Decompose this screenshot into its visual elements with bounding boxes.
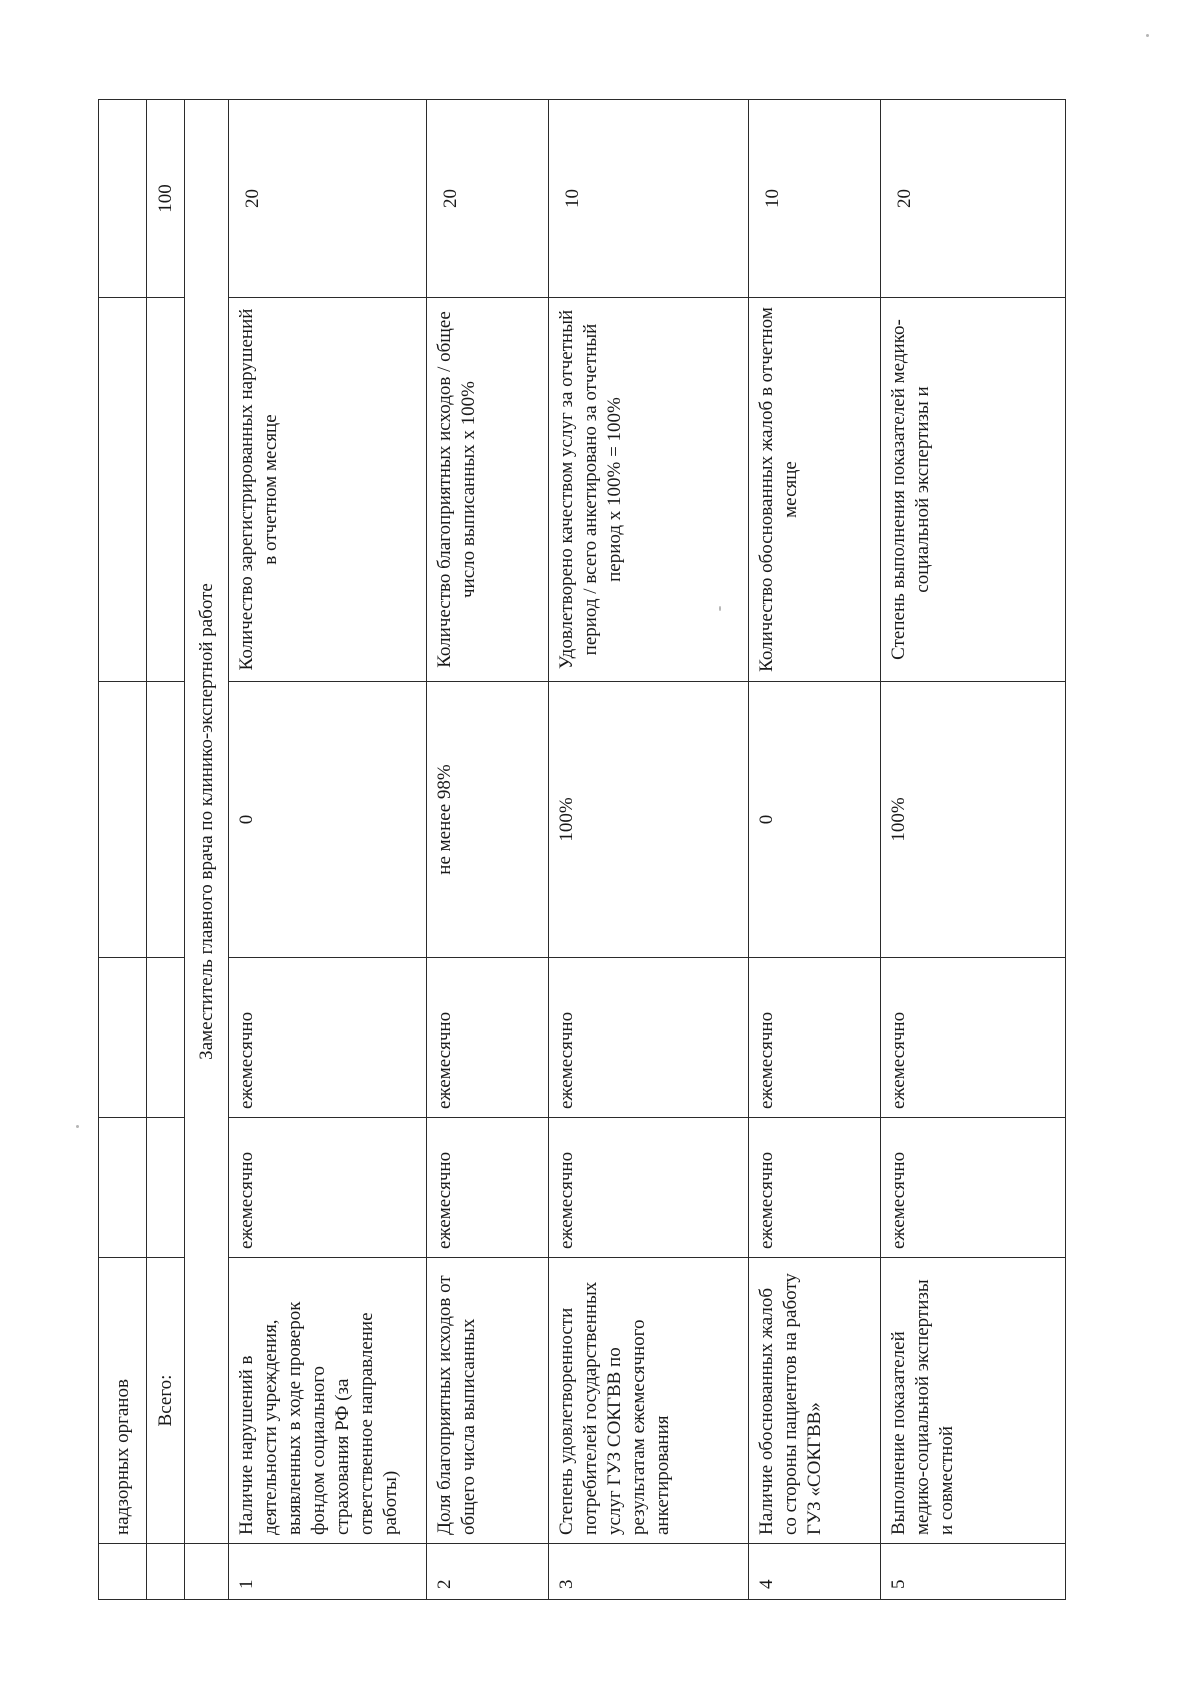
table-row xyxy=(549,100,749,1600)
row-number: 3 xyxy=(549,1544,749,1600)
period-cell: ежемесячно xyxy=(229,1118,427,1258)
row-number: 5 xyxy=(881,1544,1066,1600)
points-cell: 20 xyxy=(427,100,549,298)
table-row xyxy=(881,100,1066,1600)
period-cell: ежемесячно xyxy=(749,1118,881,1258)
kpi-table xyxy=(98,99,1066,1600)
indicator-cell: Степень удовлетворенности потребителей государственных услуг ГУЗ СОКГВВ по результатам ежемесячного анкетирования xyxy=(549,1258,749,1544)
cell-empty xyxy=(99,100,147,298)
formula-cell: Количество зарегистрированных нарушений в отчетном месяце xyxy=(229,298,427,682)
target-cell: 100% xyxy=(549,682,749,958)
formula-cell: Степень выполнения показателей медико-социальной экспертизы и xyxy=(881,298,1066,682)
period-cell: ежемесячно xyxy=(881,1118,1066,1258)
period-cell: ежемесячно xyxy=(881,958,1066,1118)
cell-empty xyxy=(99,298,147,682)
total-label: Всего: xyxy=(147,1258,185,1544)
indicator-cell: Наличие обоснованных жалоб со стороны пациентов на работу ГУЗ «СОКГВВ» xyxy=(749,1258,881,1544)
table-row-total xyxy=(147,100,185,1600)
section-title: Заместитель главного врача по клинико-экспертной работе xyxy=(185,100,229,1544)
cell-empty xyxy=(147,298,185,682)
period-cell: ежемесячно xyxy=(549,1118,749,1258)
indicator-cell: Наличие нарушений в деятельности учреждения, выявленных в ходе проверок фондом социального страхования РФ (за ответственное направление работы) xyxy=(229,1258,427,1544)
period-cell: ежемесячно xyxy=(427,958,549,1118)
scan-speck xyxy=(76,1125,79,1128)
cell-empty xyxy=(99,1118,147,1258)
period-cell: ежемесячно xyxy=(549,958,749,1118)
table-row-section xyxy=(185,100,229,1600)
scan-speck xyxy=(1146,34,1149,37)
cell-empty xyxy=(99,682,147,958)
cell-empty xyxy=(99,1544,147,1600)
points-cell: 20 xyxy=(229,100,427,298)
period-cell: ежемесячно xyxy=(229,958,427,1118)
cell-empty xyxy=(147,682,185,958)
target-cell: 0 xyxy=(229,682,427,958)
row-number: 1 xyxy=(229,1544,427,1600)
row-number: 4 xyxy=(749,1544,881,1600)
period-cell: ежемесячно xyxy=(427,1118,549,1258)
cell-empty xyxy=(147,958,185,1118)
row-number: 2 xyxy=(427,1544,549,1600)
period-cell: ежемесячно xyxy=(749,958,881,1118)
formula-cell: Удовлетворено качеством услуг за отчетный период / всего анкетировано за отчетный период х 100% = 100% xyxy=(549,298,749,682)
cell-header-label: надзорных органов xyxy=(99,1258,147,1544)
rotated-table-container xyxy=(98,100,1065,1600)
target-cell: 0 xyxy=(749,682,881,958)
points-cell: 10 xyxy=(749,100,881,298)
table-row xyxy=(229,100,427,1600)
cell-empty xyxy=(147,1118,185,1258)
table-row xyxy=(749,100,881,1600)
points-cell: 10 xyxy=(549,100,749,298)
total-value: 100 xyxy=(147,100,185,298)
cell-empty xyxy=(147,1544,185,1600)
formula-cell: Количество обоснованных жалоб в отчетном месяце xyxy=(749,298,881,682)
points-cell: 20 xyxy=(881,100,1066,298)
indicator-cell: Выполнение показателей медико-социальной экспертизы и совместной xyxy=(881,1258,1066,1544)
indicator-cell: Доля благоприятных исходов от общего числа выписанных xyxy=(427,1258,549,1544)
target-cell: не менее 98% xyxy=(427,682,549,958)
cell-empty xyxy=(185,1544,229,1600)
formula-cell: Количество благоприятных исходов / общее число выписанных х 100% xyxy=(427,298,549,682)
cell-empty xyxy=(99,958,147,1118)
table-row-header-continuation xyxy=(99,100,147,1600)
target-cell: 100% xyxy=(881,682,1066,958)
table-row xyxy=(427,100,549,1600)
